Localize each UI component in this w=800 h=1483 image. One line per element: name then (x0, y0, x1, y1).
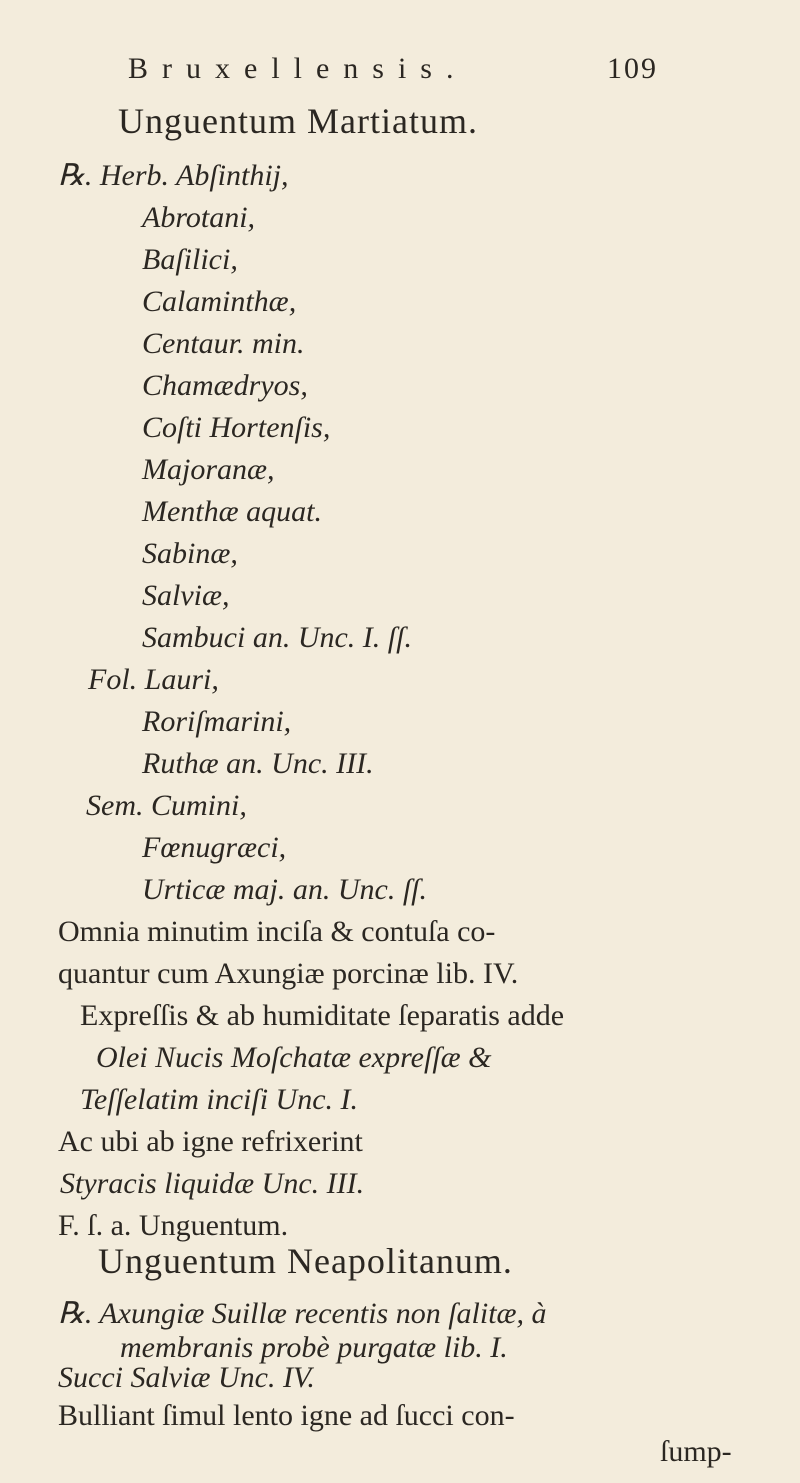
recipe-line: ℞. Herb. Abſinthij, (58, 159, 289, 192)
recipe-line: membranis probè purgatæ lib. I. (120, 1331, 508, 1364)
recipe-line: Coſti Hortenſis, (142, 411, 331, 444)
recipe-line: Olei Nucis Moſchatæ expreſſæ & (96, 1041, 492, 1074)
recipe-line: Majoranæ, (142, 453, 275, 486)
recipe-line: quantur cum Axungiæ porcinæ lib. IV. (58, 957, 519, 990)
recipe-line: Ac ubi ab igne refrixerint (58, 1125, 363, 1158)
recipe-line: Urticæ maj. an. Unc. ſſ. (142, 873, 427, 906)
recipe-line: ℞. Axungiæ Suillæ recentis non ſalitæ, à (58, 1297, 547, 1330)
recipe-line: Teſſelatim inciſi Unc. I. (80, 1083, 359, 1116)
recipe-line: Abrotani, (142, 201, 256, 234)
recipe-title: Unguentum Neapolitanum. (98, 1241, 513, 1281)
page-number: 109 (607, 52, 658, 85)
running-title: Bruxellensis. (128, 52, 468, 85)
recipe-line: Bulliant ſimul lento igne ad ſucci con- (58, 1399, 515, 1432)
recipe-line: Menthæ aquat. (142, 495, 322, 528)
recipe-line: Salviæ, (142, 579, 230, 612)
recipe-line: Baſilici, (142, 243, 238, 276)
recipe-title: Unguentum Martiatum. (118, 101, 478, 141)
catchword: ſump- (660, 1435, 732, 1468)
recipe-line: Ruthæ an. Unc. III. (142, 747, 374, 780)
recipe-line: Centaur. min. (142, 327, 305, 360)
recipe-line: Calaminthæ, (142, 285, 297, 318)
recipe-line: Chamædryos, (142, 369, 308, 402)
recipe-line: Sem. Cumini, (86, 789, 247, 822)
recipe-line: F. ſ. a. Unguentum. (58, 1209, 289, 1242)
recipe-line: Fœnugræci, (142, 831, 287, 864)
recipe-line: Roriſmarini, (142, 705, 292, 738)
recipe-line: Styracis liquidæ Unc. III. (60, 1167, 365, 1200)
recipe-line: Succi Salviæ Unc. IV. (58, 1361, 315, 1394)
recipe-line: Sambuci an. Unc. I. ſſ. (142, 621, 412, 654)
recipe-line: Expreſſis & ab humiditate ſeparatis adde (80, 999, 565, 1032)
running-header (128, 52, 658, 86)
recipe-line: Omnia minutim inciſa & contuſa co- (58, 915, 496, 948)
recipe-line: Fol. Lauri, (88, 663, 219, 696)
recipe-line: Sabinæ, (142, 537, 238, 570)
